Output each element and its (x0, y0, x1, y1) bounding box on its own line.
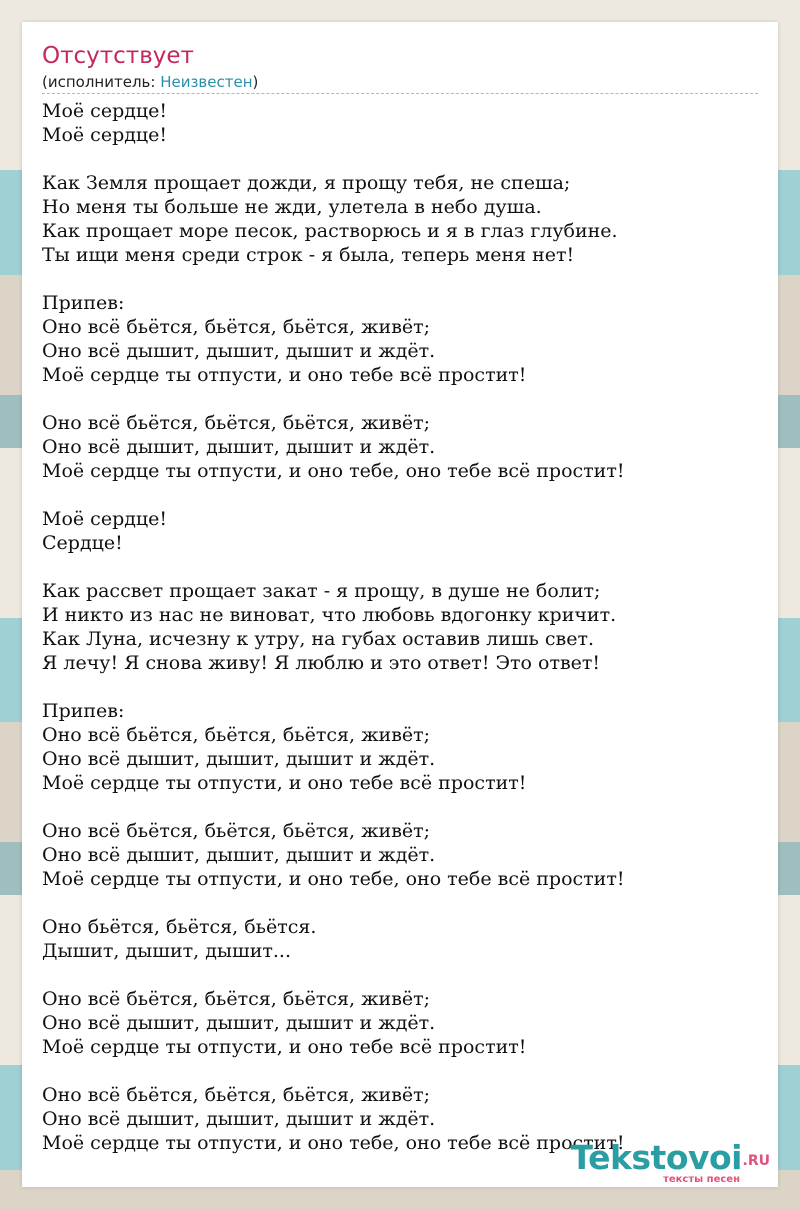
song-header (42, 40, 758, 94)
song-title: Отсутствует (42, 43, 194, 69)
logo-tagline: тексты песен (663, 1174, 740, 1185)
artist-line (42, 72, 758, 92)
lyrics-text: Моё сердце! Моё сердце! Как Земля прощает дожди, я прощу тебя, не спеша; Но меня ты больше не жди, улетела в небо душа. Как прощает море песок, растворюсь и я в глаз глубине. Ты ищи меня среди строк - я была, теперь меня нет! Припев: Оно всё бьётся, бьётся, бьётся, живёт; Оно всё дышит, дышит, дышит и ждёт. Моё сердце ты отпусти, и оно тебе всё простит! Оно всё бьётся, бьётся, бьётся, живёт; Оно всё дышит, дышит, дышит и ждёт. Моё сердце ты отпусти, и оно тебе, оно тебе всё простит! Моё сердце! Сердце! Как рассвет прощает закат - я прощу, в душе не болит; И никто из нас не виноват, что любовь вдогонку кричит. Как Луна, исчезну к утру, на губах оставив лишь свет. Я лечу! Я снова живу! Я люблю и это ответ! Это ответ! Припев: Оно всё бьётся, бьётся, бьётся, живёт; Оно всё дышит, дышит, дышит и ждёт. Моё сердце ты отпусти, и оно тебе всё простит! Оно всё бьётся, бьётся, бьётся, живёт; Оно всё дышит, дышит, дышит и ждёт. Моё сердце ты отпусти, и оно тебе, оно тебе всё простит! Оно бьётся, бьётся, бьётся. Дышит, дышит, дышит... Оно всё бьётся, бьётся, бьётся, живёт; Оно всё дышит, дышит, дышит и ждёт. Моё сердце ты отпусти, и оно тебе всё простит! Оно всё бьётся, бьётся, бьётся, живёт; Оно всё дышит, дышит, дышит и ждёт. Моё сердце ты отпусти, и оно тебе, оно тебе всё простит! (42, 100, 625, 1154)
artist-prefix: (исполнитель: (42, 73, 161, 91)
artist-link[interactable]: Неизвестен (160, 73, 253, 91)
site-logo[interactable] (560, 1138, 770, 1187)
lyrics-card (22, 22, 778, 1187)
artist-suffix: ) (252, 73, 259, 91)
logo-tld: .RU (742, 1153, 770, 1169)
logo-name: Tekstovoi (570, 1138, 742, 1177)
